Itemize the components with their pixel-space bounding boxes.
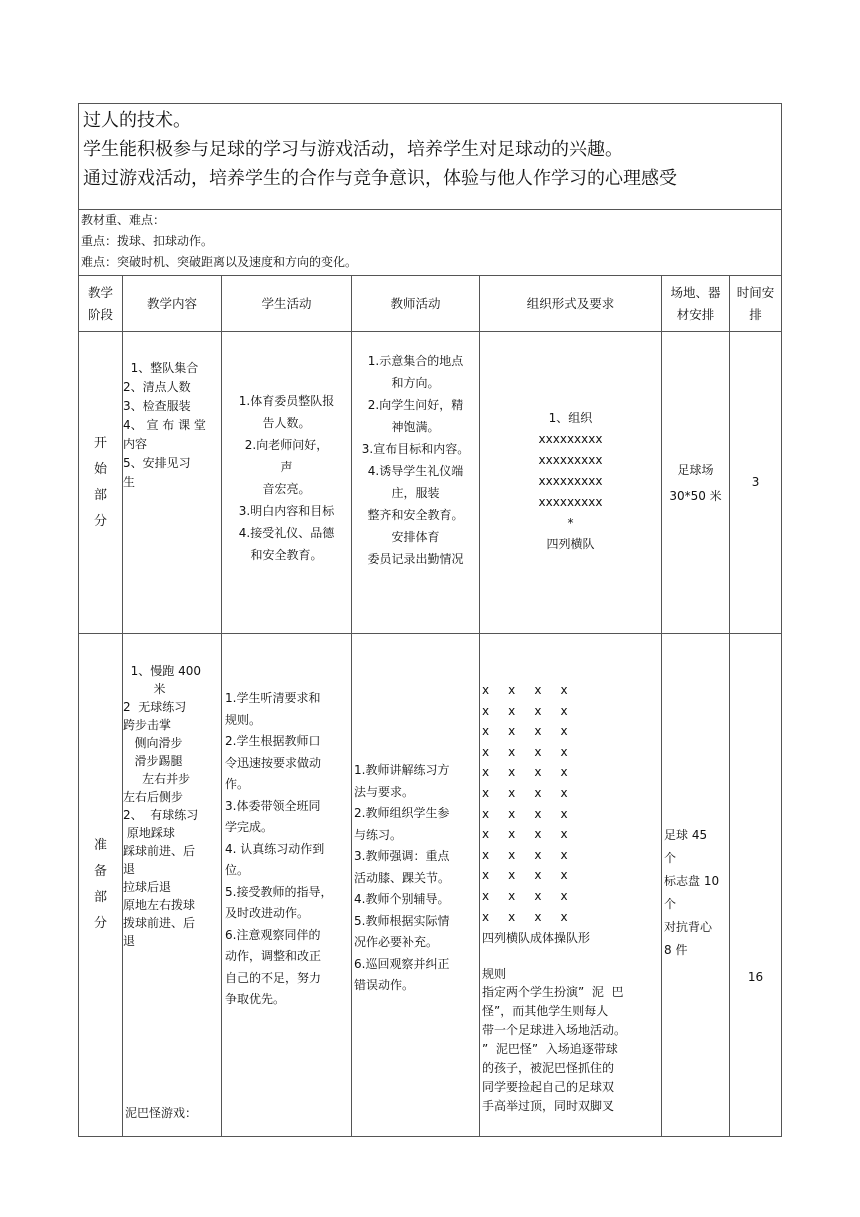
venue-start (662, 332, 730, 634)
formation-row: x x x x (482, 868, 568, 883)
formation-row: x x x x (482, 847, 568, 862)
key-point: 重点：拨球、扣球动作。 (81, 234, 214, 248)
student-prepare-text: 1.学生听清要求和 规则。 2.学生根据教师口 令迅速按要求做动 作。 3.体委带领全班同 学完成。 4. 认真练习动作到 位。 5.接受教师的指导， 及时改进动作。 6.注意观察同伴的 动作，调整和改正 自己的不足，努力 争取优先。 (225, 691, 333, 1006)
objective-1: 过人的技术。 (83, 110, 191, 131)
formation-grid (482, 680, 661, 927)
content-prepare-text: 1、慢跑 400 米 2 无球练习 跨步击掌 侧向滑步 滑步踢腿 左右并步 左右后侧步 2、 有球练习 原地踩球 踩球前进、后 退 拉球后退 原地左右拨球 拨球前进、后 退 (123, 664, 201, 948)
formation-row: x x x x (482, 744, 568, 759)
organization-start (480, 332, 662, 634)
formation-row: x x x x (482, 765, 568, 780)
formation-row: x x x x (482, 888, 568, 903)
formation-row: x x x x (482, 703, 568, 718)
header-teacher: 教师活动 (352, 276, 480, 332)
content-start (123, 332, 222, 634)
student-start (222, 332, 352, 634)
content-start-text: 1、整队集合 2、清点人数 3、检查服装 4、 宣 布 课 堂 内容 5、安排见习 生 (123, 361, 206, 489)
formation-label: 四列横队成体操队形 (482, 931, 591, 946)
teacher-start (352, 332, 480, 634)
formation-row: x x x x (482, 909, 568, 924)
difficult-point: 难点：突破时机、突破距离以及速度和方向的变化。 (81, 255, 358, 269)
student-start-text: 1.体育委员整队报 告人数。 2.向老师问好， 声 音宏亮。 3.明白内容和目标 4.接受礼仪、品德 和安全教育。 (238, 394, 335, 562)
header-venue: 场地、器 材安排 (662, 276, 730, 332)
time-start: 3 (730, 332, 782, 634)
venue-prepare (662, 634, 730, 1137)
lesson-plan (78, 103, 781, 1137)
formation-row: x x x x (482, 785, 568, 800)
objective-2: 学生能积极参与足球的学习与游戏活动，培养学生对足球动的兴趣。 (83, 139, 623, 160)
header-stage: 教学 阶段 (79, 276, 123, 332)
teacher-prepare (352, 634, 480, 1137)
formation-row: x x x x (482, 683, 568, 697)
organization-start-text: 1、组织 xxxxxxxxx xxxxxxxxx xxxxxxxxx xxxxxxxxx * 四列横队 (538, 411, 603, 551)
stage-start: 开 始 部 分 (79, 332, 123, 634)
rules-text: 指定两个学生扮演” 泥 巴 怪”，而其他学生则每人 带一个足球进入场地活动。 ” 泥巴怪” 入场追逐带球 的孩子，被泥巴怪抓住的 同学要捡起自己的足球双 手高举过顶，同时双脚叉 (482, 985, 627, 1114)
student-prepare (222, 634, 352, 1137)
formation-row: x x x x (482, 724, 568, 739)
lesson-plan-table (78, 103, 782, 1137)
organization-prepare (480, 634, 662, 1137)
header-time: 时间安 排 (730, 276, 782, 332)
key-points-title: 教材重、难点： (81, 213, 166, 227)
rules-title: 规则 (482, 967, 507, 982)
header-student: 学生活动 (222, 276, 352, 332)
teacher-prepare-text: 1.教师讲解练习方 法与要求。 2.教师组织学生参 与练习。 3.教师强调：重点 活动膝、踝关节。 4.教师个别辅导。 5.教师根据实际情 况作必要补充。 6.巡回观察并纠正 错误动作。 (354, 763, 451, 992)
header-organization: 组织形式及要求 (480, 276, 662, 332)
key-points-cell (79, 210, 782, 276)
header-content: 教学内容 (123, 276, 222, 332)
venue-start-text: 足球场 30*50 米 (669, 462, 722, 503)
formation-row: x x x x (482, 806, 568, 821)
venue-prepare-text: 足球 45 个 标志盘 10 个 对抗背心 8 件 (664, 828, 720, 957)
objectives-cell (79, 104, 782, 210)
time-prepare: 16 (730, 634, 782, 1137)
formation-row: x x x x (482, 827, 568, 842)
stage-prepare: 准 备 部 分 (79, 634, 123, 1137)
objective-3: 通过游戏活动，培养学生的合作与竞争意识，体验与他人作学习的心理感受 (83, 168, 677, 189)
content-prepare (123, 634, 222, 1137)
teacher-start-text: 1.示意集合的地点 和方向。 2.向学生问好，精 神饱满。 3.宣布目标和内容。 4.诱导学生礼仪端 庄，服装 整齐和安全教育。 安排体育 委员记录出勤情况 (361, 354, 470, 566)
game-title: 泥巴怪游戏： (125, 1106, 198, 1120)
